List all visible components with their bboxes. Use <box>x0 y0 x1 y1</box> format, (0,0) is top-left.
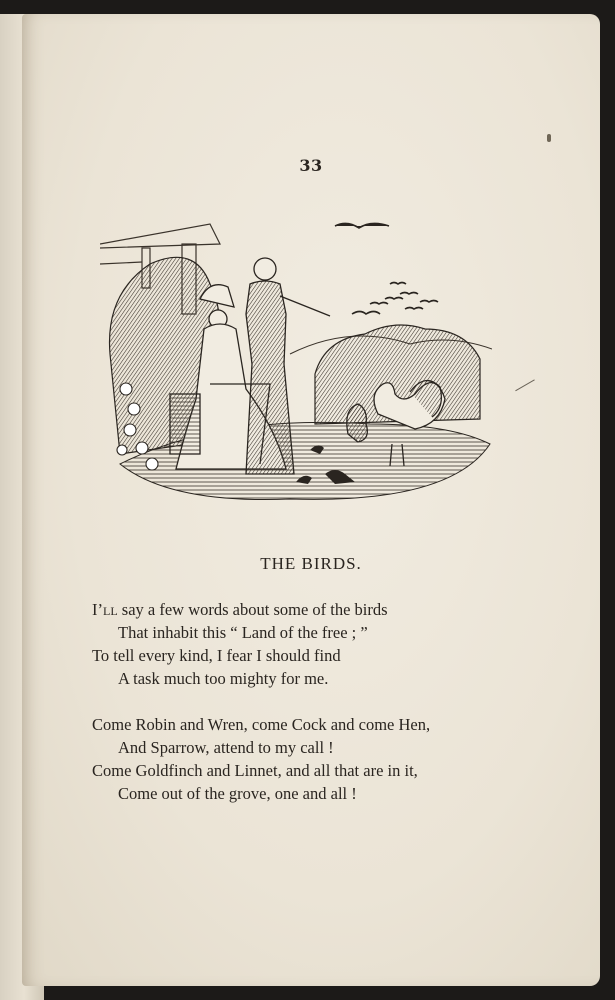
poem-line-text: say a few words about some of the birds <box>117 600 388 619</box>
hen <box>347 404 368 442</box>
stanza-break <box>92 690 572 713</box>
page-number: 33 <box>299 156 323 175</box>
flying-birds <box>335 223 438 314</box>
drop-word: I’ll <box>92 600 118 619</box>
book-page <box>22 14 600 986</box>
poem-body <box>92 598 572 805</box>
poem-line <box>92 598 572 621</box>
poem-line: And Sparrow, attend to my call ! <box>118 738 334 757</box>
woodcut-illustration <box>100 204 492 504</box>
poem-line: To tell every kind, I fear I should find <box>92 646 341 665</box>
pencil-mark <box>515 379 541 401</box>
poem-line: Come out of the grove, one and all ! <box>118 784 357 803</box>
poem-line: Come Goldfinch and Linnet, and all that are in it, <box>92 761 418 780</box>
poem-line: That inhabit this “ Land of the free ; ” <box>118 623 368 642</box>
poem-line: Come Robin and Wren, come Cock and come Hen, <box>92 715 431 734</box>
poem-title: THE BIRDS. <box>260 554 362 573</box>
poem-line: A task much too mighty for me. <box>118 669 329 688</box>
paper-spot <box>547 134 551 142</box>
